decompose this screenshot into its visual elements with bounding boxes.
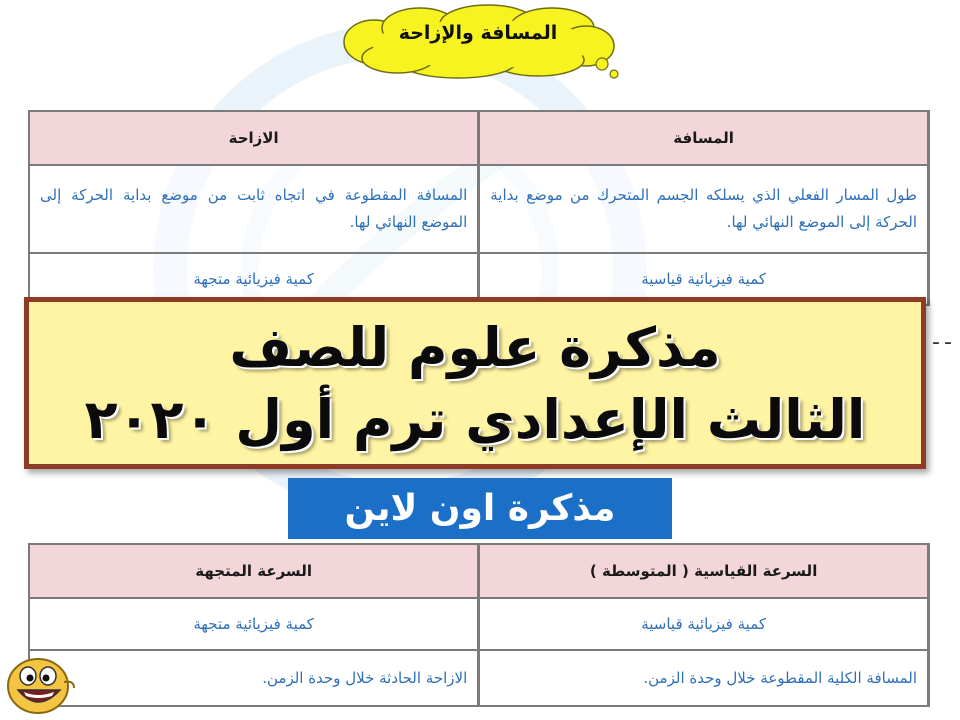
header-scalar-speed: السرعة القياسية ( المتوسطة ) [479, 544, 929, 598]
table-row [29, 165, 929, 253]
header-displacement: الازاحة [29, 111, 479, 165]
cell-speed-type: كمية فيزيائية قياسية [479, 598, 929, 650]
cell-distance-type: كمية فيزيائية قياسية [479, 253, 929, 305]
bullet-dash: - [932, 330, 940, 355]
table-row [29, 650, 929, 706]
distance-displacement-table [28, 110, 930, 306]
cell-displacement-definition: المسافة المقطوعة في اتجاه ثابت من موضع بداية الحركة إلى الموضع النهائي لها. [29, 165, 479, 253]
cloud-shape [338, 4, 628, 84]
cell-velocity-definition: الازاحة الحادثة خلال وحدة الزمن. [29, 650, 479, 706]
banner-title-line-2: الثالث الإعدادي ترم أول ٢٠٢٠ [84, 388, 866, 451]
table-row [29, 598, 929, 650]
bullet-dash: - [944, 330, 952, 355]
header-velocity: السرعة المتجهة [29, 544, 479, 598]
cell-velocity-type: كمية فيزيائية متجهة [29, 598, 479, 650]
cell-distance-definition: طول المسار الفعلي الذي يسلكه الجسم المتحرك من موضع بداية الحركة إلى الموضع النهائي لها. [479, 165, 929, 253]
title-banner [24, 297, 926, 469]
cell-speed-definition: المسافة الكلية المقطوعة خلال وحدة الزمن. [479, 650, 929, 706]
site-tag: مذكرة اون لاين [288, 478, 672, 539]
smiley-face-icon [4, 652, 78, 716]
section-heading: المسافة والإزاحة [398, 22, 558, 44]
header-distance: المسافة [479, 111, 929, 165]
speed-velocity-table [28, 543, 930, 707]
banner-title-line-1: مذكرة علوم للصف [229, 316, 721, 379]
cell-displacement-type: كمية فيزيائية متجهة [29, 253, 479, 305]
